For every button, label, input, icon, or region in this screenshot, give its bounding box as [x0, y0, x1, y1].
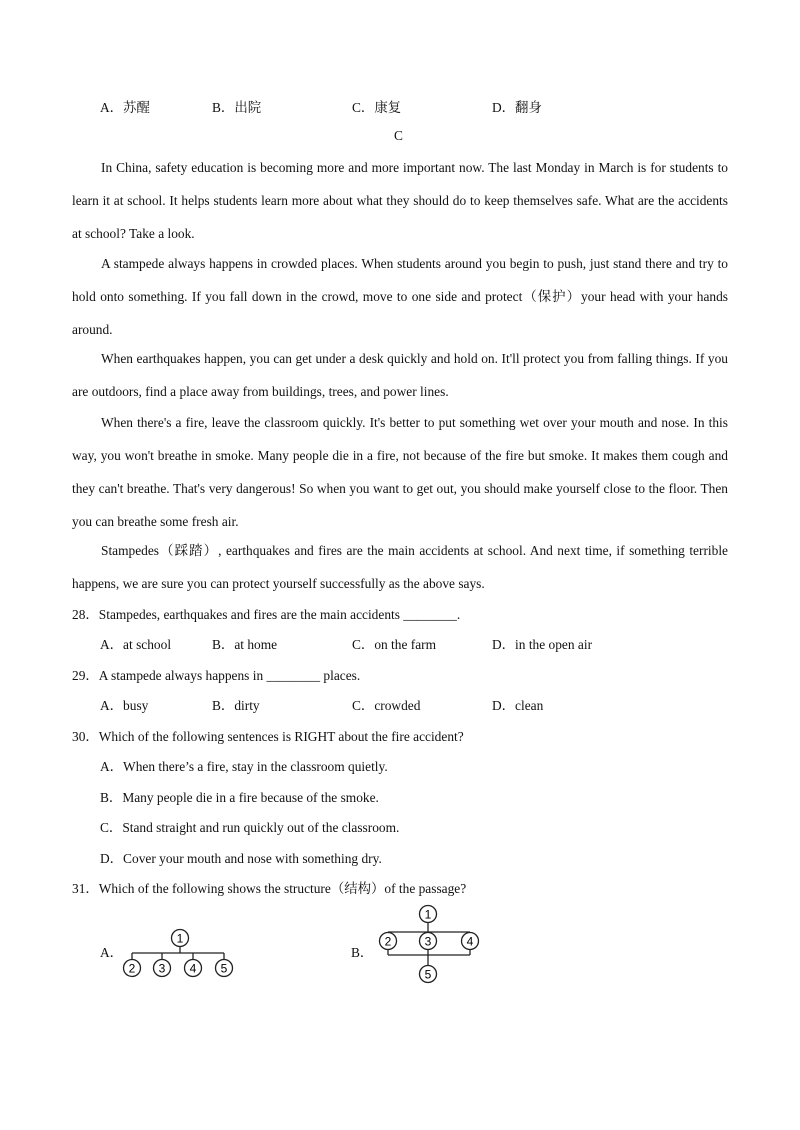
svg-text:1: 1 [176, 931, 184, 946]
diagram-a-node-2 [124, 960, 141, 977]
svg-text:4: 4 [466, 934, 474, 949]
passage-paragraph-2: A stampede always happens in crowded places. When students around you begin to push, just stand there and try to hold onto something. If you fall down in the crowd, move to one side and protect（保护）your head with your hands around. [72, 256, 728, 337]
question-28-option-b: B．at home [212, 637, 278, 652]
svg-text:1: 1 [424, 907, 432, 922]
passage-paragraph-4: When there's a fire, leave the classroom quickly. It's better to put something wet over your mouth and nose. In this way, you won't breathe in smoke. Many people die in a fire, not because of the fire but smoke. It makes them cough and they can't breathe. That's very dangerous! So when you want to get out, you should make yourself close to the floor. Then you can breathe some fresh air. [72, 415, 728, 529]
question-30-option-b: B．Many people die in a fire because of the smoke. [100, 790, 379, 805]
section-letter: C [394, 128, 403, 143]
svg-text:2: 2 [384, 934, 392, 949]
question-29-option-c: C．crowded [352, 698, 421, 713]
svg-text:2: 2 [128, 961, 136, 976]
question-29-option-b: B．dirty [212, 698, 260, 713]
prev-option-c: C．康复 [352, 100, 402, 115]
diagram-a-node-4 [185, 960, 202, 977]
passage-paragraph-3: When earthquakes happen, you can get under a desk quickly and hold on. It'll protect you from falling things. If you are outdoors, find a place away from buildings, trees, and power lines. [72, 351, 728, 399]
question-31-option-b: B． [351, 945, 374, 960]
svg-text:5: 5 [424, 967, 432, 982]
question-29-option-d: D．clean [492, 698, 544, 713]
question-30-option-a: A．When there’s a fire, stay in the classroom quietly. [100, 759, 388, 774]
diagram-b-node-5 [420, 966, 437, 983]
question-29-stem: 29．A stampede always happens in ________ places. [72, 668, 361, 683]
diagram-a-node-1 [172, 930, 189, 947]
passage-paragraph-5: Stampedes（踩踏）, earthquakes and fires are the main accidents at school. And next time, if something terrible happens, we are sure you can protect yourself successfully as the above says. [72, 543, 728, 591]
svg-text:3: 3 [424, 934, 432, 949]
question-30-stem: 30．Which of the following sentences is RIGHT about the fire accident? [72, 729, 464, 744]
prev-option-a: A．苏醒 [100, 100, 150, 115]
diagram-b-node-1 [420, 906, 437, 923]
prev-option-d: D．翻身 [492, 100, 542, 115]
question-30-option-d: D．Cover your mouth and nose with something dry. [100, 851, 382, 866]
prev-option-b: B．出院 [212, 100, 262, 115]
diagram-b-node-4 [462, 933, 479, 950]
question-29-option-a: A．busy [100, 698, 149, 713]
question-28-option-c: C．on the farm [352, 637, 437, 652]
question-31-option-a: A． [100, 945, 124, 960]
passage-paragraph-1: In China, safety education is becoming more and more important now. The last Monday in March is for students to learn it at school. It helps students learn more about what they should do to keep themselves safe. What are the accidents at school? Take a look. [72, 160, 728, 241]
svg-text:4: 4 [189, 961, 197, 976]
diagram-a-node-3 [154, 960, 171, 977]
diagram-b-node-2 [380, 933, 397, 950]
structure-diagram-b [374, 902, 482, 986]
question-28-stem: 28．Stampedes, earthquakes and fires are the main accidents ________. [72, 607, 461, 622]
svg-text:3: 3 [158, 961, 166, 976]
diagram-a-node-5 [216, 960, 233, 977]
diagram-b-node-3 [420, 933, 437, 950]
question-30-option-c: C．Stand straight and run quickly out of the classroom. [100, 820, 400, 835]
structure-diagram-a [120, 926, 240, 980]
svg-text:5: 5 [220, 961, 228, 976]
question-31-stem: 31．Which of the following shows the structure（结构）of the passage? [72, 881, 467, 896]
question-28-option-a: A．at school [100, 637, 172, 652]
question-28-option-d: D．in the open air [492, 637, 593, 652]
